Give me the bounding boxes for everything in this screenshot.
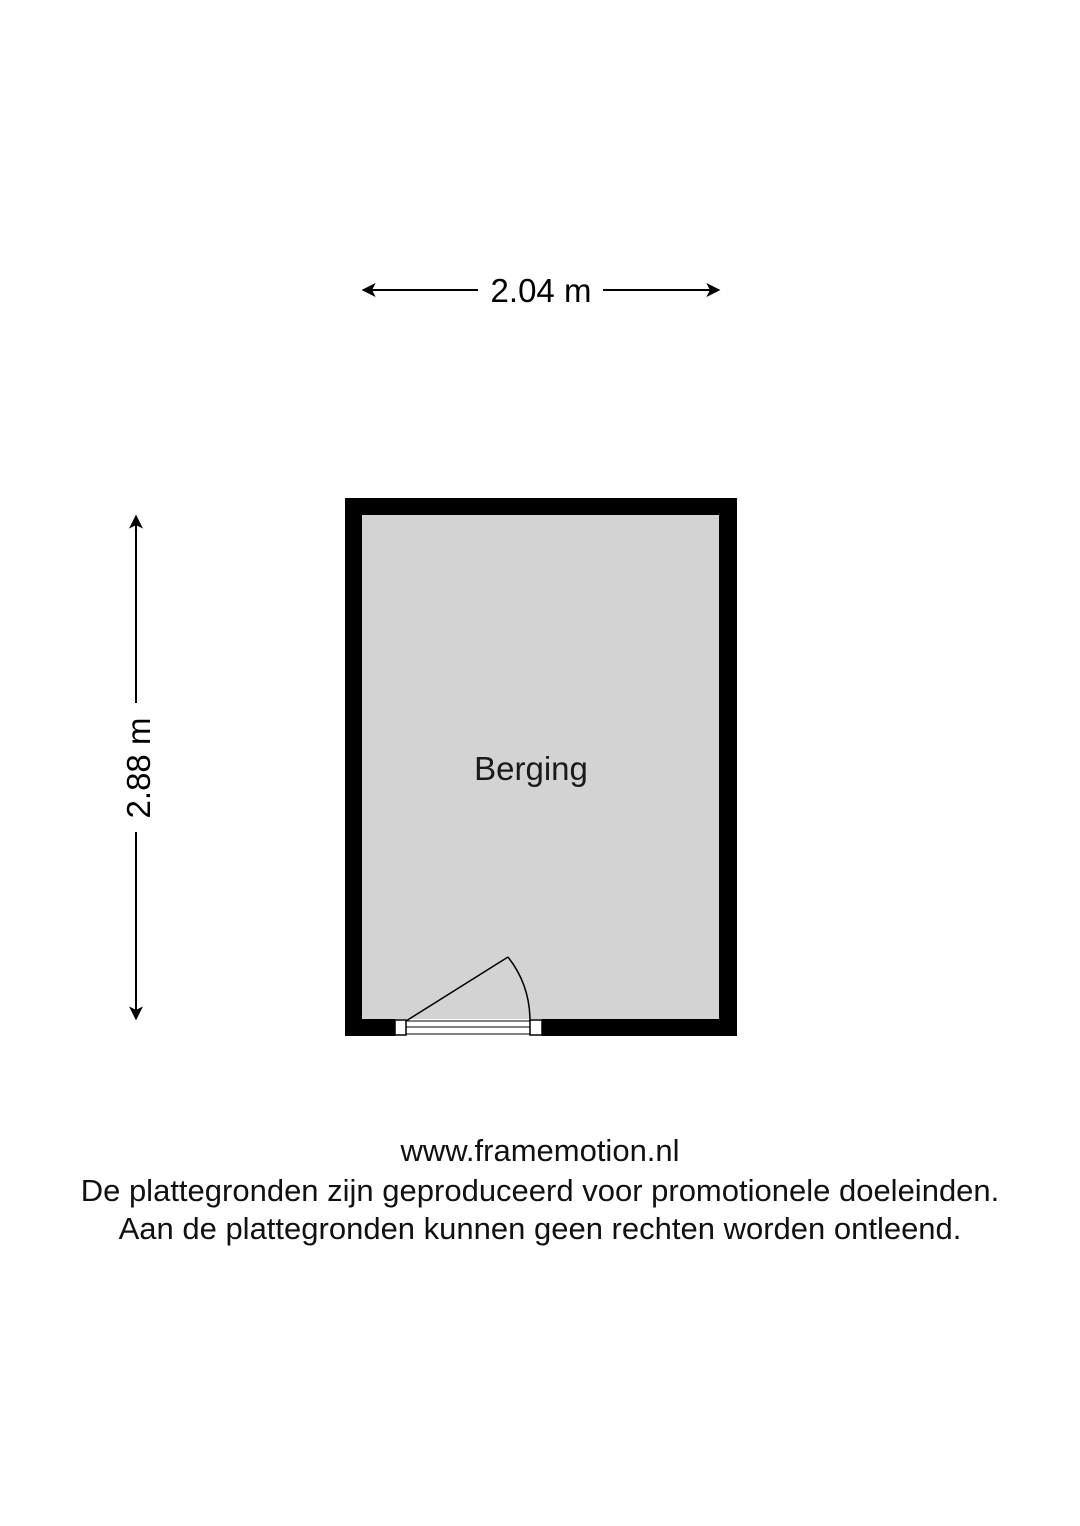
footer-disclaimer-line-2: Aan de plattegronden kunnen geen rechten worden ontleend. — [118, 1211, 962, 1246]
room-label: Berging — [474, 750, 588, 787]
footer-disclaimer-line-1: De plattegronden zijn geproduceerd voor promotionele doeleinden. — [80, 1173, 1000, 1208]
width-dimension — [363, 272, 719, 309]
footer-url: www.framemotion.nl — [400, 1133, 680, 1168]
depth-dimension — [120, 516, 157, 1019]
door-jamb-right — [530, 1020, 542, 1035]
door-jamb-left — [395, 1020, 406, 1035]
width-dimension-label: 2.04 m — [490, 272, 592, 309]
depth-dimension-label: 2.88 m — [120, 717, 157, 819]
